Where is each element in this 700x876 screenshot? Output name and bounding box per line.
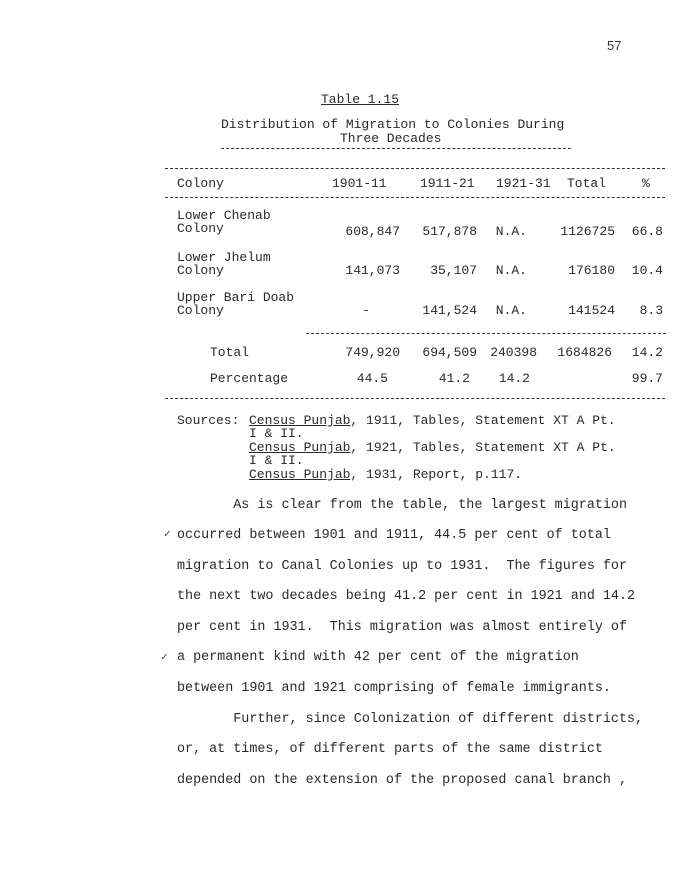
total-label: Total (210, 345, 250, 360)
source-item (249, 467, 522, 482)
colony-name: Lower Chenab (177, 208, 271, 223)
source-cont: I & II. (249, 426, 304, 441)
value-percent: 10.4 (631, 263, 663, 278)
text-line: per cent in 1931. This migration was almost entirely of (177, 620, 627, 635)
text-line: between 1901 and 1921 comprising of female immigrants. (177, 681, 611, 696)
header-1911-21: 1911-21 (420, 176, 475, 191)
total-total: 1684826 (557, 345, 612, 360)
total-1901-11: 749,920 (345, 345, 400, 360)
text-line: the next two decades being 41.2 per cent in 1921 and 14.2 (177, 589, 636, 604)
total-1921-31: 240398 (490, 345, 537, 360)
colony-name-cont: Colony (177, 221, 224, 236)
header-1921-31: 1921-31 (496, 176, 551, 191)
value-1921-31: N.A. (495, 224, 527, 239)
title-rule (221, 148, 571, 149)
value-1921-31: N.A. (495, 303, 527, 318)
colony-name-cont: Colony (177, 303, 224, 318)
value-total: 176180 (568, 263, 615, 278)
value-1911-21: 141,524 (422, 303, 477, 318)
source-title: Census Punjab (249, 440, 351, 455)
header-rule (165, 197, 665, 198)
source-detail: , 1921, Tables, Statement XT A Pt. (350, 440, 616, 455)
value-1911-21: 517,878 (422, 224, 477, 239)
value-percent: 66.8 (631, 224, 663, 239)
total-1911-21: 694,509 (422, 345, 477, 360)
value-percent: 8.3 (639, 303, 663, 318)
value-1911-21: 35,107 (430, 263, 477, 278)
table-top-rule (165, 168, 665, 169)
value-1921-31: N.A. (495, 263, 527, 278)
subtotal-rule (306, 333, 666, 334)
value-total: 141524 (568, 303, 615, 318)
percentage-1921-31: 14.2 (498, 371, 530, 386)
value-1901-11: 608,847 (345, 224, 400, 239)
total-percent: 14.2 (631, 345, 663, 360)
header-total: Total (567, 176, 607, 191)
checkmark-icon: ✓ (164, 529, 171, 541)
table-title: Distribution of Migration to Colonies During (221, 117, 565, 132)
value-1901-11: 141,073 (345, 263, 400, 278)
header-1901-11: 1901-11 (332, 176, 387, 191)
value-1901-11: - (362, 303, 370, 318)
value-total: 1126725 (560, 224, 615, 239)
source-cont: I & II. (249, 453, 304, 468)
text-line: occurred between 1901 and 1911, 44.5 per cent of total (177, 528, 611, 543)
text-line: Further, since Colonization of different districts, (177, 712, 644, 727)
text-line: or, at times, of different parts of the same district (177, 742, 603, 757)
sources-label: Sources: (177, 413, 240, 428)
source-item (249, 413, 616, 428)
percentage-1911-21: 41.2 (438, 371, 470, 386)
table-number: Table 1.15 (321, 92, 400, 107)
checkmark-icon: ✓ (161, 652, 168, 664)
text-line: As is clear from the table, the largest migration (177, 498, 627, 513)
percentage-1901-11: 44.5 (356, 371, 388, 386)
text-line: a permanent kind with 42 per cent of the migration (177, 650, 579, 665)
percentage-percent: 99.7 (631, 371, 663, 386)
header-colony: Colony (177, 176, 224, 191)
table-subtitle: Three Decades (340, 131, 442, 146)
source-item (249, 440, 616, 455)
text-line: depended on the extension of the proposed canal branch , (177, 773, 627, 788)
source-title: Census Punjab (249, 467, 351, 482)
source-detail: , 1911, Tables, Statement XT A Pt. (350, 413, 616, 428)
text-line: migration to Canal Colonies up to 1931. The figures for (177, 559, 627, 574)
header-percent: % (642, 176, 650, 191)
table-bottom-rule (165, 398, 665, 399)
colony-name-cont: Colony (177, 263, 224, 278)
page-number: 57 (607, 38, 622, 53)
colony-name: Upper Bari Doab (177, 290, 295, 305)
source-title: Census Punjab (249, 413, 351, 428)
colony-name: Lower Jhelum (177, 250, 271, 265)
percentage-label: Percentage (210, 371, 289, 386)
source-detail: , 1931, Report, p.117. (350, 467, 523, 482)
